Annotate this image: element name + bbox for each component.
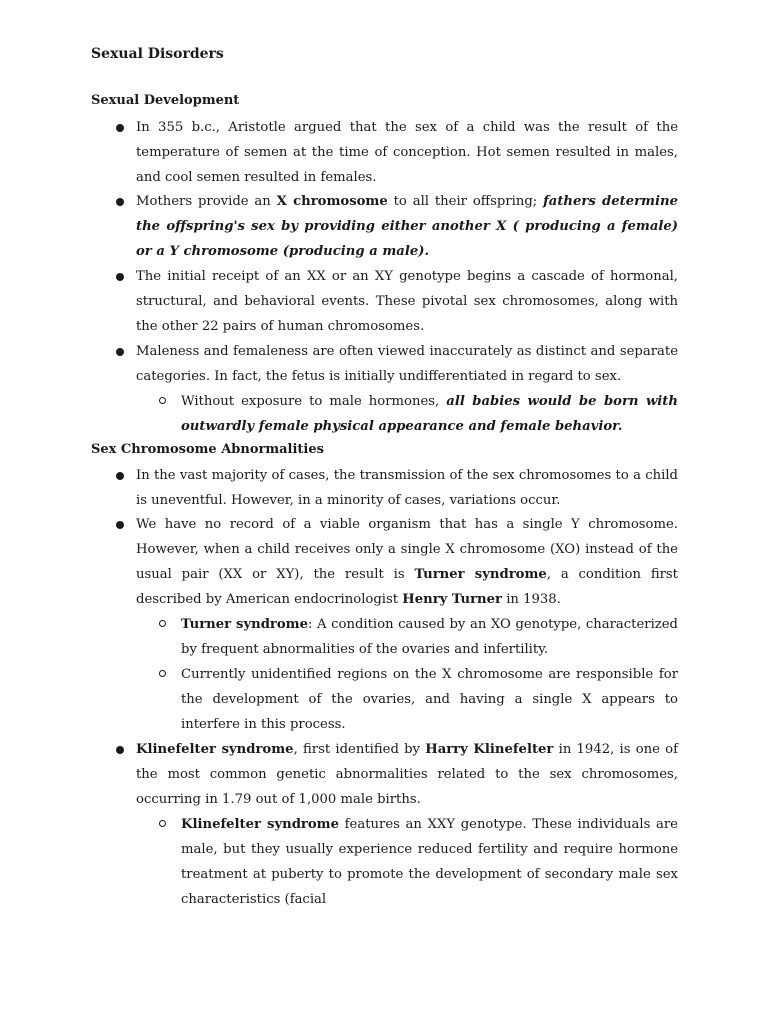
bullet-icon (116, 746, 124, 754)
bullet-icon (116, 198, 124, 206)
bullet-mothers: Mothers provide an X chromosome to all their offspring; fathers determine the offspring's sex by providing either another X ( producing a female) or a Y chromosome (producing a male). (136, 194, 678, 259)
sub-bullet-icon (159, 397, 166, 404)
bullet-icon (116, 348, 124, 356)
page-title: Sexual Disorders (91, 46, 224, 62)
sub-bullet-icon (159, 670, 166, 677)
sub-bullet-turner-definition: Turner syndrome: A condition caused by an XO genotype, characterized by frequent abnormalities of the ovaries and infertility. (181, 617, 678, 657)
sub-bullet-icon (159, 620, 166, 627)
sub-bullet-ovaries: Currently unidentified regions on the X chromosome are responsible for the development of the ovaries, and having a single X appears to interfere in this process. (181, 667, 678, 732)
sub-bullet-hormones: Without exposure to male hormones, all babies would be born with outwardly female physical appearance and female behavior. (181, 394, 678, 434)
bullet-aristotle: In 355 b.c., Aristotle argued that the sex of a child was the result of the temperature of semen at the time of conception. Hot semen resulted in males, and cool semen resulted in females. (136, 120, 678, 185)
section-heading-sexual-development: Sexual Development (91, 93, 240, 108)
sub-bullet-klinefelter-genotype: Klinefelter syndrome features an XXY genotype. These individuals are male, but they usually experience reduced fertility and require hormone treatment at puberty to promote the development of secondary male sex characteristics (facial (181, 817, 678, 907)
bullet-icon (116, 472, 124, 480)
bullet-icon (116, 124, 124, 132)
bullet-icon (116, 521, 124, 529)
sub-bullet-icon (159, 820, 166, 827)
bullet-turner: We have no record of a viable organism that has a single Y chromosome. However, when a child receives only a single X chromosome (XO) instead of the usual pair (XX or XY), the result is Turner syndrome, a condition first described by American endocrinologist Henry Turner in 1938. (136, 517, 678, 607)
bullet-maleness: Maleness and femaleness are often viewed inaccurately as distinct and separate categories. In fact, the fetus is initially undifferentiated in regard to sex. (136, 344, 678, 384)
bullet-majority-cases: In the vast majority of cases, the transmission of the sex chromosomes to a child is uneventful. However, in a minority of cases, variations occur. (136, 468, 678, 508)
bullet-icon (116, 273, 124, 281)
bullet-klinefelter: Klinefelter syndrome, first identified by Harry Klinefelter in 1942, is one of the most common genetic abnormalities related to the sex chromosomes, occurring in 1.79 out of 1,000 male births. (136, 742, 678, 807)
bullet-genotype: The initial receipt of an XX or an XY genotype begins a cascade of hormonal, structural, and behavioral events. These pivotal sex chromosomes, along with the other 22 pairs of human chromosomes. (136, 269, 678, 334)
section-heading-sex-chromosome-abnormalities: Sex Chromosome Abnormalities (91, 442, 324, 457)
